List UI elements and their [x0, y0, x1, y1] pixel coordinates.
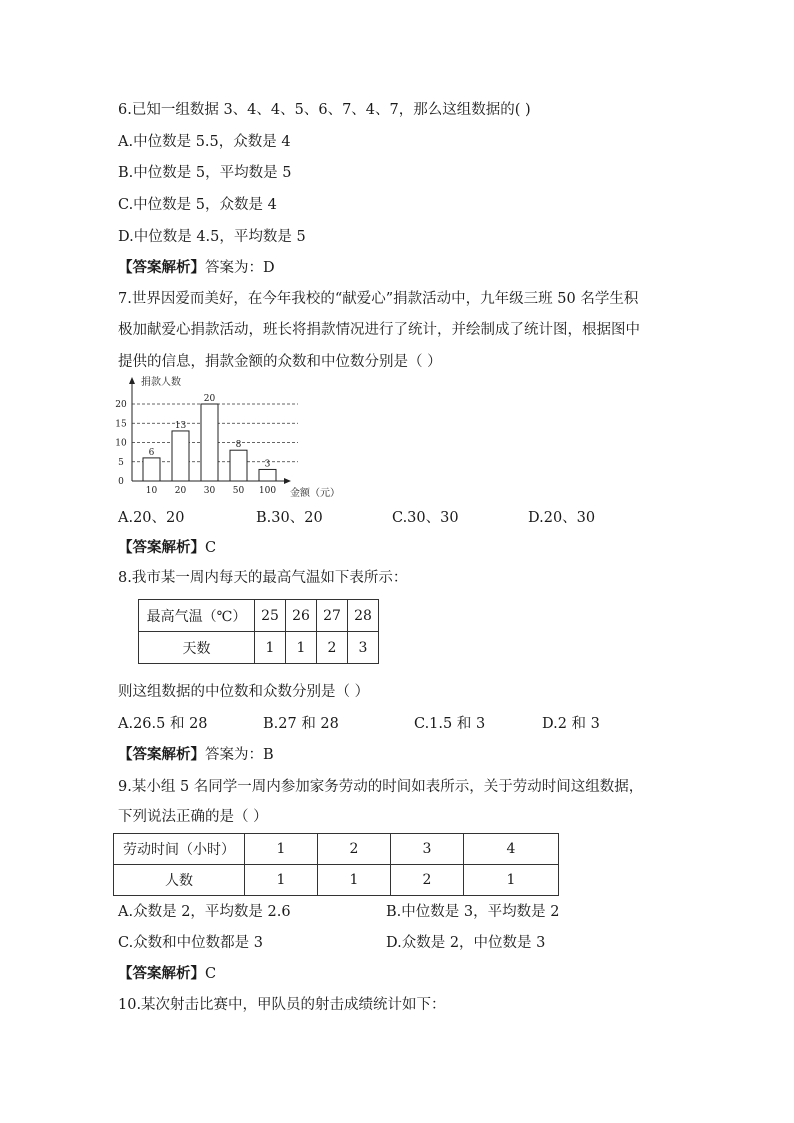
q7-stem-line-3: 提供的信息，捐款金额的众数和中位数分别是（ ） — [118, 354, 442, 370]
table-cell: 2 — [317, 632, 348, 664]
y-tick-label: 20 — [115, 400, 127, 410]
q8-row1-header: 最高气温（℃） — [139, 600, 255, 632]
q7-option-c: C.30、30 — [392, 510, 459, 526]
q9-option-d: D.众数是 2，中位数是 3 — [386, 935, 546, 951]
table-cell: 27 — [317, 600, 348, 632]
x-tick-label: 50 — [232, 486, 245, 496]
table-cell: 1 — [245, 865, 318, 896]
table-cell: 26 — [286, 600, 317, 632]
answer-label: 【答案解析】 — [118, 539, 205, 556]
table-cell: 2 — [391, 865, 464, 896]
table-cell: 4 — [464, 834, 559, 865]
q7-option-d: D.20、30 — [528, 510, 596, 526]
answer-label: 【答案解析】 — [118, 965, 205, 982]
q6-answer — [118, 258, 275, 278]
x-tick-label: 30 — [203, 486, 216, 496]
q9-option-c: C.众数和中位数都是 3 — [118, 935, 264, 951]
bar-value-label: 8 — [235, 440, 242, 451]
q6-stem: 6.已知一组数据 3、4、4、5、6、7、4、7，那么这组数据的( ) — [118, 102, 531, 118]
donation-bar-chart — [115, 374, 348, 499]
bar — [172, 431, 189, 481]
bar — [143, 458, 160, 481]
y-tick-label: 0 — [118, 477, 124, 487]
q6-option-a: A.中位数是 5.5，众数是 4 — [118, 134, 291, 150]
answer-value: 答案为：D — [205, 260, 275, 276]
table-cell: 1 — [245, 834, 318, 865]
q9-row1-header: 劳动时间（小时） — [114, 834, 245, 865]
table-cell: 25 — [255, 600, 286, 632]
x-axis-arrow — [284, 478, 291, 484]
table-cell: 1 — [464, 865, 559, 896]
q7-stem-line-1: 7.世界因爱而美好，在今年我校的“献爱心”捐款活动中，九年级三班 50 名学生积 — [118, 291, 639, 307]
answer-label: 【答案解析】 — [118, 746, 205, 763]
bar — [201, 404, 218, 481]
table-cell: 3 — [348, 632, 379, 664]
bar — [259, 469, 276, 481]
q8-option-b: B.27 和 28 — [263, 716, 339, 732]
q7-option-a: A.20、20 — [118, 510, 185, 526]
q7-option-b: B.30、20 — [256, 510, 323, 526]
q8-question: 则这组数据的中位数和众数分别是（ ） — [118, 684, 370, 700]
q8-option-d: D.2 和 3 — [542, 716, 600, 732]
q8-temperature-table — [138, 599, 379, 664]
answer-value: C — [205, 540, 217, 556]
q8-answer — [118, 745, 274, 765]
q6-option-d: D.中位数是 4.5，平均数是 5 — [118, 229, 306, 245]
q9-option-b: B.中位数是 3，平均数是 2 — [386, 904, 560, 920]
x-tick-label: 100 — [258, 486, 277, 496]
x-tick-label: 20 — [174, 486, 187, 496]
q8-option-a: A.26.5 和 28 — [118, 716, 208, 732]
q9-option-a: A.众数是 2，平均数是 2.6 — [118, 904, 291, 920]
q10-stem: 10.某次射击比赛中，甲队员的射击成绩统计如下： — [118, 997, 446, 1013]
q9-answer — [118, 964, 216, 984]
q8-option-c: C.1.5 和 3 — [414, 716, 486, 732]
table-cell: 3 — [391, 834, 464, 865]
q8-stem: 8.我市某一周内每天的最高气温如下表所示： — [118, 570, 408, 586]
q9-row2-header: 人数 — [114, 865, 245, 896]
bar-value-label: 13 — [174, 420, 187, 431]
bar-value-label: 6 — [148, 447, 155, 458]
table-cell: 1 — [286, 632, 317, 664]
y-tick-label: 15 — [115, 419, 127, 430]
answer-value: 答案为：B — [205, 747, 274, 763]
table-cell: 1 — [318, 865, 391, 896]
q7-answer — [118, 538, 216, 558]
bar-value-label: 20 — [203, 394, 216, 404]
answer-value: C — [205, 966, 217, 982]
table-cell: 2 — [318, 834, 391, 865]
table-cell: 28 — [348, 600, 379, 632]
q9-stem-line-1: 9.某小组 5 名同学一周内参加家务劳动的时间如表所示，关于劳动时间这组数据， — [118, 779, 644, 795]
q9-stem-line-2: 下列说法正确的是（ ） — [118, 809, 268, 825]
q8-row2-header: 天数 — [139, 632, 255, 664]
y-tick-label: 5 — [118, 457, 124, 468]
answer-label: 【答案解析】 — [118, 259, 205, 276]
y-tick-label: 10 — [115, 438, 127, 449]
x-axis-title: 金额（元） — [290, 488, 340, 499]
y-axis-arrow — [129, 377, 135, 384]
bar-value-label: 3 — [264, 459, 271, 470]
y-axis-title: 捐款人数 — [141, 377, 181, 388]
x-tick-label: 10 — [145, 486, 158, 496]
table-cell: 1 — [255, 632, 286, 664]
q7-stem-line-2: 极加献爱心捐款活动，班长将捐款情况进行了统计，并绘制成了统计图，根据图中 — [118, 322, 640, 338]
q6-option-c: C.中位数是 5，众数是 4 — [118, 197, 277, 213]
q9-labor-table — [113, 833, 559, 896]
bar — [230, 450, 247, 481]
q6-option-b: B.中位数是 5，平均数是 5 — [118, 165, 292, 181]
